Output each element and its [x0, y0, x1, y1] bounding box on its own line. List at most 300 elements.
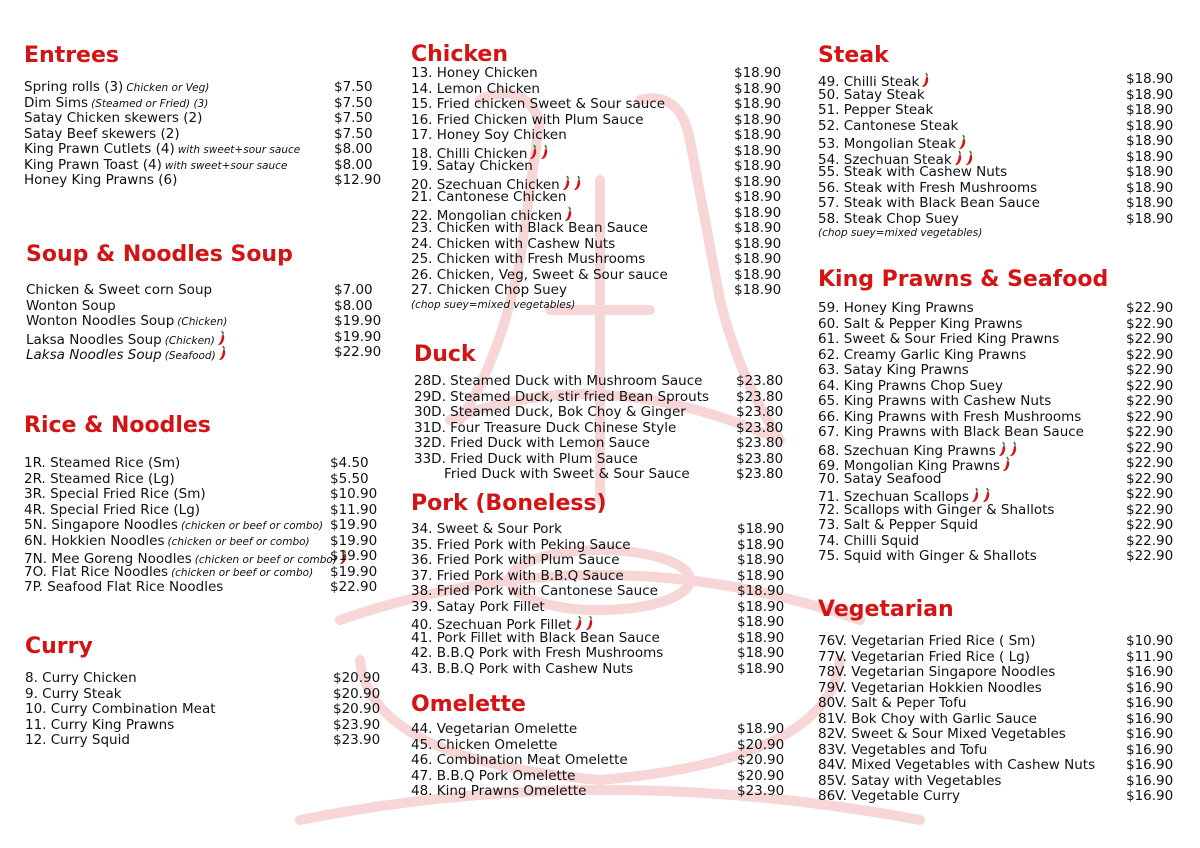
menu-item-label: 42. B.B.Q Pork with Fresh Mushrooms	[411, 645, 664, 661]
menu-item-label: Fried Duck with Sweet & Sour Sauce	[414, 466, 690, 482]
menu-item	[818, 743, 1188, 759]
menu-item	[26, 299, 386, 315]
menu-item	[24, 580, 384, 596]
menu-item	[411, 569, 791, 585]
menu-item	[818, 487, 1188, 503]
menu-item-price: $10.90	[330, 486, 378, 502]
menu-item-price: $18.90	[1126, 164, 1174, 180]
menu-item-label: Dim Sims	[24, 94, 89, 111]
menu-item	[26, 330, 386, 346]
chilli-icon	[958, 134, 967, 150]
menu-item-name	[411, 221, 648, 237]
menu-item-price: $8.00	[334, 297, 373, 314]
menu-item	[818, 456, 1188, 472]
menu-item-label: 14. Lemon Chicken	[411, 80, 540, 97]
menu-item-name	[26, 314, 227, 331]
menu-item-name	[818, 774, 1001, 790]
menu-item-label: 39. Satay Pork Fillet	[411, 598, 545, 615]
menu-item-price: $22.90	[1126, 331, 1174, 347]
menu-item-label: 21. Cantonese Chicken	[411, 189, 567, 205]
items-chicken	[411, 66, 791, 311]
menu-item	[818, 472, 1188, 488]
menu-item	[24, 111, 384, 127]
menu-item-price: $20.90	[333, 701, 381, 717]
menu-item-name	[414, 467, 690, 483]
footnote: (chop suey=mixed vegetables)	[818, 227, 983, 239]
menu-item-price: $20.90	[333, 685, 381, 702]
menu-item-name	[411, 631, 660, 647]
menu-item-label: Spring rolls (3)	[24, 79, 124, 95]
menu-item-name	[818, 103, 933, 119]
menu-item-label: 86V. Vegetable Curry	[818, 788, 960, 804]
menu-item-name	[818, 789, 960, 805]
menu-item-label: 26. Chicken, Veg, Sweet & Sour sauce	[411, 266, 668, 283]
menu-item	[411, 584, 791, 600]
items-soup	[26, 283, 386, 361]
menu-item-price: $7.00	[334, 282, 373, 298]
menu-item	[24, 518, 384, 534]
menu-item-price: $22.90	[1126, 300, 1174, 316]
menu-item-label: 56. Steak with Fresh Mushrooms	[818, 179, 1038, 196]
menu-item	[818, 363, 1188, 379]
menu-item-price: $7.50	[334, 94, 373, 111]
menu-item-label: 69. Mongolian King Prawns	[818, 458, 1001, 474]
menu-item-label: 28D. Steamed Duck with Mushroom Sauce	[414, 373, 703, 389]
menu-item-label: Wonton Soup	[26, 297, 116, 314]
menu-item-price: $18.90	[1126, 148, 1174, 165]
menu-item-name	[411, 584, 658, 600]
menu-item	[818, 727, 1188, 743]
menu-item-price: $18.90	[737, 552, 785, 568]
menu-item-name	[25, 687, 122, 703]
menu-item	[24, 472, 384, 488]
chilli-icon	[540, 144, 549, 160]
menu-item	[818, 681, 1188, 697]
menu-item-price: $18.90	[737, 721, 785, 737]
menu-item-name	[411, 237, 615, 253]
menu-item-price: $11.90	[1126, 648, 1174, 665]
menu-item-price: $18.90	[1126, 210, 1174, 227]
menu-item-label: Honey King Prawns (6)	[24, 172, 178, 188]
menu-item-note: with sweet+sour sauce	[177, 144, 301, 156]
menu-item	[818, 332, 1188, 348]
menu-item-name	[414, 436, 650, 452]
menu-item-name	[24, 111, 202, 127]
items-steak	[818, 72, 1188, 239]
menu-item-name	[818, 758, 1095, 774]
menu-item-name	[24, 127, 180, 143]
menu-item-price: $23.90	[737, 783, 785, 799]
menu-item-price: $20.90	[333, 670, 381, 686]
menu-item-name	[25, 702, 216, 718]
menu-item-name	[411, 738, 557, 754]
menu-item-price: $18.90	[737, 660, 785, 677]
menu-item	[818, 410, 1188, 426]
section-title-entrees: Entrees	[24, 43, 119, 68]
menu-item-price: $18.90	[737, 536, 785, 553]
menu-item-price: $22.90	[1126, 455, 1174, 471]
section-title-soup: Soup & Noodles Soup	[26, 242, 293, 267]
menu-item	[818, 789, 1188, 805]
menu-item-label: 63. Satay King Prawns	[818, 362, 969, 378]
menu-item-price: $19.90	[330, 517, 378, 533]
menu-item-note: (Seafood)	[164, 350, 216, 362]
menu-item-label: 79V. Vegetarian Hokkien Noodles	[818, 679, 1042, 696]
menu-item	[411, 175, 791, 191]
menu-item-label: 59. Honey King Prawns	[818, 300, 974, 316]
menu-item-name	[414, 390, 709, 406]
chilli-icon	[217, 330, 226, 346]
menu-item-price: $19.90	[330, 532, 378, 549]
menu-item-price: $18.90	[734, 204, 782, 221]
menu-item-label: 32D. Fried Duck with Lemon Sauce	[414, 435, 650, 451]
menu-item	[818, 394, 1188, 410]
menu-item-label: 53. Mongolian Steak	[818, 136, 956, 152]
menu-item	[24, 96, 384, 112]
menu-item-price: $20.90	[737, 736, 785, 753]
menu-item-name	[24, 580, 223, 596]
menu-item-note: (chicken or beef or combo)	[171, 566, 314, 579]
menu-item-name	[25, 671, 137, 687]
section-title-pork: Pork (Boneless)	[411, 491, 607, 516]
menu-item-label: 15. Fried chicken Sweet & Sour sauce	[411, 96, 666, 112]
menu-item	[411, 753, 791, 769]
menu-item-price: $18.90	[1126, 86, 1174, 103]
menu-item-price: $18.90	[737, 521, 785, 537]
menu-item-note: (Steamed or Fried) (3)	[91, 97, 209, 110]
menu-item-price: $16.90	[1126, 757, 1174, 773]
menu-item	[25, 702, 385, 718]
menu-item-price: $18.90	[1126, 133, 1174, 149]
menu-item-name	[818, 472, 941, 488]
menu-item-label: 36. Fried Pork with Plum Sauce	[411, 552, 620, 568]
menu-item-label: 74. Chilli Squid	[818, 532, 920, 549]
menu-item-price: $18.90	[734, 80, 782, 97]
items-duck	[414, 374, 794, 483]
menu-item-label: 30D. Steamed Duck, Bok Choy & Ginger	[414, 404, 686, 420]
menu-item-price: $8.00	[334, 141, 373, 157]
menu-item-name	[818, 165, 1007, 181]
menu-item-name	[25, 718, 174, 734]
menu-item-name	[414, 452, 638, 468]
menu-item-price: $18.90	[734, 189, 782, 205]
menu-item-price: $12.90	[334, 172, 382, 188]
menu-item	[411, 615, 791, 631]
menu-item-label: 7N. Mee Goreng Noodles	[24, 551, 192, 567]
menu-item-label: 55. Steak with Cashew Nuts	[818, 164, 1008, 180]
menu-item-price: $22.90	[334, 344, 382, 360]
menu-item-price: $16.90	[1126, 679, 1174, 696]
menu-item	[24, 173, 384, 189]
menu-item-label: 80V. Salt & Peper Tofu	[818, 695, 967, 711]
menu-item	[24, 142, 384, 158]
menu-item-price: $18.90	[734, 127, 782, 143]
menu-item-name	[411, 113, 644, 129]
menu-item	[411, 159, 791, 175]
menu-item-name	[818, 379, 1003, 395]
menu-item	[411, 738, 791, 754]
menu-item-label: 34. Sweet & Sour Pork	[411, 521, 562, 537]
menu-item-name	[411, 522, 562, 538]
menu-item	[818, 712, 1188, 728]
menu-item	[411, 237, 791, 253]
menu-item-label: 5N. Singapore Noodles	[24, 517, 178, 533]
menu-item-label: 43. B.B.Q Pork with Cashew Nuts	[411, 660, 634, 677]
menu-item-name	[818, 425, 1084, 441]
menu-item-price: $22.90	[1126, 517, 1174, 533]
menu-item-label: Satay Chicken skewers (2)	[24, 110, 203, 126]
menu-item-name	[818, 317, 1022, 333]
menu-item	[818, 103, 1188, 119]
menu-item-price: $22.90	[1126, 548, 1174, 564]
menu-item-name	[411, 190, 566, 206]
menu-item-price: $23.80	[736, 466, 784, 482]
chilli-icon	[573, 175, 582, 191]
menu-item-name	[411, 784, 586, 800]
menu-item	[818, 181, 1188, 197]
menu-item-label: 51. Pepper Steak	[818, 102, 934, 118]
menu-item	[411, 190, 791, 206]
menu-item	[411, 113, 791, 129]
menu-item	[414, 405, 794, 421]
menu-item-label: 82V. Sweet & Sour Mixed Vegetables	[818, 726, 1066, 742]
menu-item-label: 20. Szechuan Chicken	[411, 176, 560, 193]
menu-item	[26, 314, 386, 330]
menu-item-name	[24, 534, 310, 551]
menu-item-price: $11.90	[330, 501, 378, 518]
menu-item	[411, 128, 791, 144]
menu-item-price: $23.80	[736, 388, 784, 405]
menu-item-price: $18.90	[1126, 179, 1174, 196]
chilli-icon	[218, 345, 227, 361]
menu-item-label: 85V. Satay with Vegetables	[818, 772, 1002, 789]
menu-item-label: 47. B.B.Q Pork Omelette	[411, 767, 576, 784]
menu-item-note: (Chicken)	[164, 334, 215, 347]
menu-item-name	[818, 119, 958, 135]
menu-item-price: $16.90	[1126, 741, 1174, 758]
items-vegetarian	[818, 634, 1188, 805]
menu-item-name	[818, 363, 969, 379]
menu-item-label: 75. Squid with Ginger & Shallots	[818, 548, 1037, 564]
menu-item-name	[818, 212, 959, 228]
menu-item-label: 49. Chilli Steak	[818, 74, 920, 90]
menu-item-name	[26, 299, 116, 315]
menu-item-name	[411, 600, 545, 616]
menu-item-label: Satay Beef skewers (2)	[24, 125, 180, 142]
menu-item	[26, 345, 386, 361]
menu-item-name	[818, 665, 1055, 681]
menu-item-name	[818, 503, 1054, 519]
menu-item-label: King Prawn Cutlets (4)	[24, 141, 175, 157]
menu-item	[818, 518, 1188, 534]
menu-item-label: 8. Curry Chicken	[25, 670, 137, 686]
menu-item	[411, 769, 791, 785]
menu-item	[818, 165, 1188, 181]
menu-item-price: $22.90	[1126, 470, 1174, 487]
menu-item-note: (chicken or beef or combo)	[194, 554, 337, 566]
menu-item-price: $22.90	[1126, 486, 1174, 502]
menu-item-price: $18.90	[734, 282, 782, 298]
menu-item-price: $16.90	[1126, 710, 1174, 727]
menu-item-price: $23.80	[736, 404, 784, 420]
menu-item	[411, 252, 791, 268]
menu-item-label: 13. Honey Chicken	[411, 65, 538, 81]
menu-item-name	[25, 733, 130, 749]
menu-item-label: 84V. Mixed Vegetables with Cashew Nuts	[818, 757, 1096, 773]
menu-item	[24, 487, 384, 503]
menu-item	[818, 425, 1188, 441]
menu-item	[818, 650, 1188, 666]
menu-item-label: 65. King Prawns with Cashew Nuts	[818, 393, 1052, 409]
menu-item-price: $22.90	[1126, 393, 1174, 409]
menu-item-note: with sweet+sour sauce	[164, 159, 288, 172]
menu-item-price: $18.90	[737, 645, 785, 661]
menu-item-label: 50. Satay Steak	[818, 86, 925, 103]
menu-item	[25, 733, 385, 749]
menu-item-price: $18.90	[737, 629, 785, 646]
menu-item-label: 38. Fried Pork with Cantonese Sauce	[411, 583, 658, 599]
menu-item-label: 66. King Prawns with Fresh Mushrooms	[818, 408, 1082, 425]
menu-item	[25, 687, 385, 703]
menu-item-label: 33D. Fried Duck with Plum Sauce	[414, 450, 638, 467]
menu-item-price: $23.80	[736, 373, 784, 389]
menu-item-label: 25. Chicken with Fresh Mushrooms	[411, 251, 646, 267]
menu-item	[818, 134, 1188, 150]
menu-item-label: 78V. Vegetarian Singapore Noodles	[818, 664, 1056, 680]
chilli-icon	[1002, 456, 1011, 472]
menu-item	[818, 301, 1188, 317]
menu-item-name	[24, 472, 175, 488]
menu-item-price: $22.90	[1126, 346, 1174, 363]
menu-item-label: 18. Chilli Chicken	[411, 145, 528, 162]
menu-item-label: 57. Steak with Black Bean Sauce	[818, 195, 1040, 211]
menu-item-label: 83V. Vegetables and Tofu	[818, 741, 988, 758]
menu-item-price: $19.90	[334, 313, 382, 329]
menu-item	[818, 774, 1188, 790]
menu-item-name	[26, 345, 227, 365]
menu-item	[25, 718, 385, 734]
menu-item-name	[411, 128, 567, 144]
menu-item	[818, 758, 1188, 774]
menu-item-label: 11. Curry King Prawns	[25, 716, 175, 733]
chilli-icon	[998, 441, 1007, 457]
menu-item	[818, 196, 1188, 212]
menu-item-note: Chicken or Veg)	[126, 82, 210, 94]
menu-item-name	[818, 348, 1026, 364]
menu-item-price: $18.90	[734, 158, 782, 174]
menu-item	[818, 72, 1188, 88]
menu-item-name	[818, 696, 966, 712]
menu-item	[414, 390, 794, 406]
menu-item	[818, 534, 1188, 550]
menu-item-label: 73. Salt & Pepper Squid	[818, 517, 979, 533]
menu-item-price: $18.90	[734, 220, 782, 236]
menu-item	[818, 665, 1188, 681]
menu-item-name	[818, 181, 1037, 197]
menu-item-name	[24, 173, 177, 189]
section-title-omelette: Omelette	[411, 692, 526, 717]
section-title-prawns: King Prawns & Seafood	[818, 267, 1109, 292]
menu-item	[25, 671, 385, 687]
menu-item-label: 68. Szechuan King Prawns	[818, 442, 996, 459]
menu-item-note: (chicken or beef or combo)	[180, 520, 324, 532]
menu-item-name	[411, 252, 645, 268]
menu-item-price: $7.50	[334, 110, 373, 126]
menu-item-name	[818, 549, 1037, 565]
menu-item-price: $18.90	[1126, 71, 1174, 87]
menu-item-label: 3R. Special Fried Rice (Sm)	[24, 486, 206, 502]
items-entrees	[24, 80, 384, 189]
menu-item-name	[24, 503, 200, 519]
menu-item-label: 23. Chicken with Black Bean Sauce	[411, 220, 648, 236]
menu-item-price: $16.90	[1126, 772, 1174, 789]
menu-item	[818, 212, 1188, 228]
menu-item-label: 27. Chicken Chop Suey	[411, 282, 567, 298]
menu-item-name	[818, 88, 925, 104]
menu-item-name	[411, 82, 540, 98]
menu-item-name	[411, 553, 620, 569]
menu-item-label: 4R. Special Fried Rice (Lg)	[24, 501, 201, 518]
menu-item-price: $20.90	[737, 752, 785, 768]
menu-item	[818, 379, 1188, 395]
menu-item-price: $4.50	[330, 455, 369, 471]
menu-item-label: 37. Fried Pork with B.B.Q Sauce	[411, 567, 624, 584]
menu-item-note: (Chicken)	[177, 316, 228, 328]
menu-item-label: 62. Creamy Garlic King Prawns	[818, 346, 1027, 363]
menu-item-label: Laksa Noodles Soup	[26, 347, 162, 363]
menu-item	[411, 144, 791, 160]
menu-item-price: $18.90	[734, 96, 782, 112]
menu-item-price: $18.90	[1126, 117, 1174, 134]
menu-item-price: $18.90	[737, 614, 785, 630]
menu-item	[411, 631, 791, 647]
items-prawns	[818, 301, 1188, 565]
menu-item-name	[818, 410, 1081, 426]
menu-item-name	[411, 569, 624, 585]
menu-item-price: $23.90	[333, 732, 381, 748]
menu-item-label: 7P. Seafood Flat Rice Noodles	[24, 579, 224, 595]
menu-item-label: 6N. Hokkien Noodles	[24, 532, 165, 549]
menu-item	[818, 348, 1188, 364]
menu-item	[411, 538, 791, 554]
menu-item	[411, 784, 791, 800]
menu-item	[24, 158, 384, 174]
menu-item	[24, 503, 384, 519]
menu-item-price: $22.90	[1126, 532, 1174, 549]
menu-item	[411, 553, 791, 569]
menu-item-price: $19.90	[334, 328, 382, 345]
menu-item	[411, 206, 791, 222]
menu-item	[24, 565, 384, 581]
menu-item	[818, 150, 1188, 166]
section-title-curry: Curry	[25, 634, 93, 659]
menu-item-label: Laksa Noodles Soup	[26, 331, 162, 348]
menu-item-price: $23.90	[333, 716, 381, 733]
menu-item-price: $18.90	[737, 583, 785, 599]
menu-item-price: $8.00	[334, 156, 373, 173]
menu-item-price: $22.90	[1126, 408, 1174, 425]
menu-item	[24, 534, 384, 550]
menu-item	[818, 549, 1188, 565]
menu-item-name	[411, 66, 538, 82]
menu-item-name	[414, 421, 676, 437]
menu-item-label: 54. Szechuan Steak	[818, 151, 952, 168]
menu-item-label: 16. Fried Chicken with Plum Sauce	[411, 111, 644, 128]
menu-item-label: 58. Steak Chop Suey	[818, 210, 959, 227]
menu-item-label: Wonton Noodles Soup	[26, 313, 175, 329]
menu-item	[411, 97, 791, 113]
menu-item-name	[818, 712, 1037, 728]
